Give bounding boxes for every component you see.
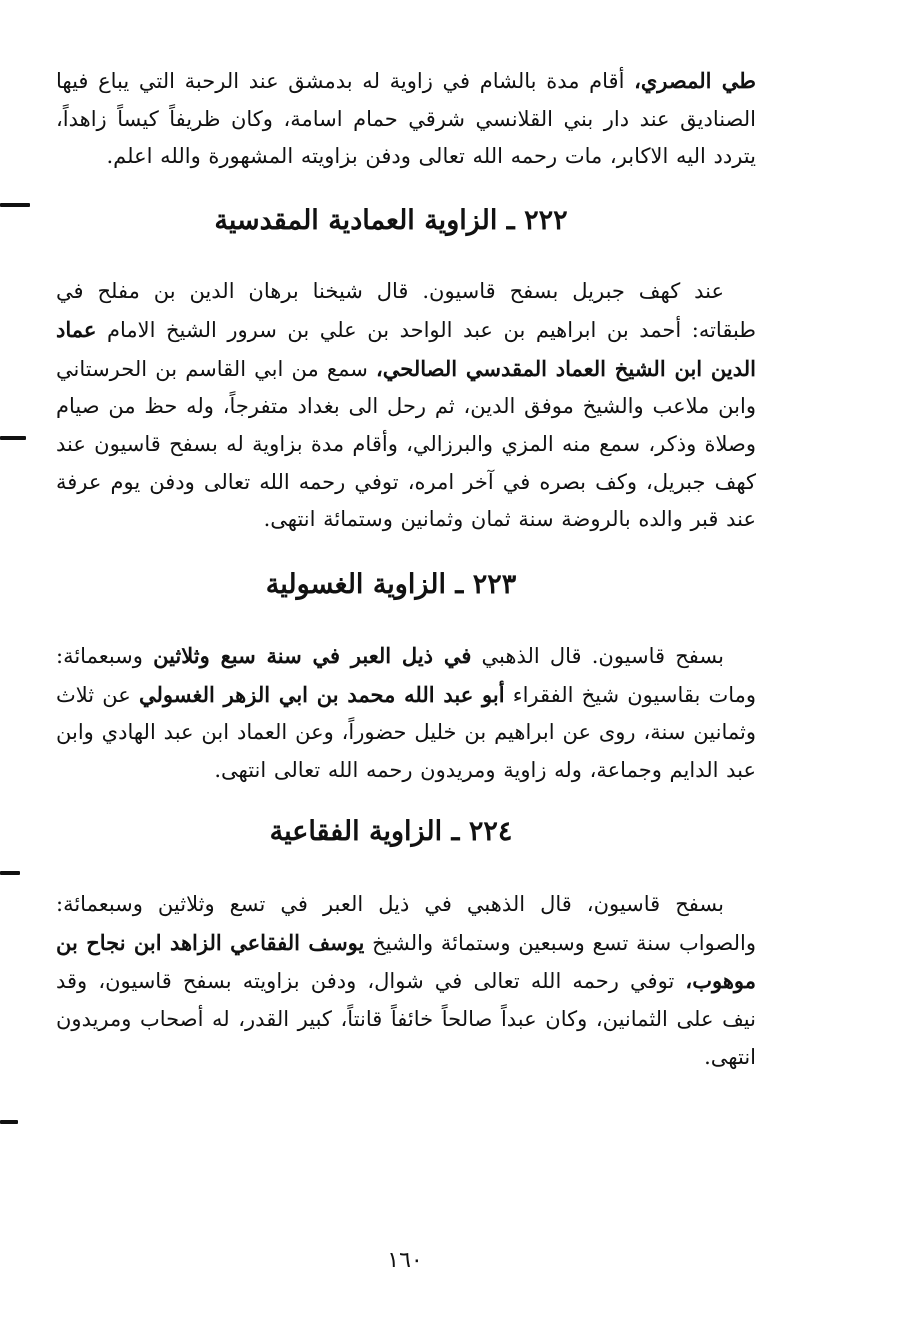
page-number: ١٦٠ (387, 1248, 423, 1273)
margin-mark (0, 436, 26, 440)
section-224-paragraph (56, 886, 756, 1077)
page-text (56, 62, 756, 1076)
paragraph-text: بسفح قاسيون. قال الذهبي (471, 644, 724, 669)
paragraph-text: عن ثلاث وثمانين سنة، روى عن ابراهيم بن خليل حضوراً، وعن العماد ابن عبد الهادي وابن عبد الدايم وجماعة، وله زاوية ومريدون رحمه الله تعالى انتهى. (56, 682, 756, 783)
paragraph-text: توفي رحمه الله تعالى في شوال، ودفن بزاويته بسفح قاسيون، وقد نيف على الثمانين، وكان عبداً صالحاً خائفاً قانتاً، كبير القدر، له أصحاب ومريدون انتهى. (56, 969, 756, 1069)
bold-name: يوسف الفقاعي الزاهد ابن نجاح بن موهوب، (56, 929, 756, 994)
section-heading-224: ٢٢٤ ـ الزاوية الفقاعية (269, 815, 513, 847)
bold-phrase: في ذيل العبر في سنة سبع وثلاثين (153, 643, 472, 669)
bold-name: أبو عبد الله محمد بن ابي الزهر الغسولي (138, 681, 505, 707)
paragraph-text: أقام مدة بالشام في زاوية له بدمشق عند الرحبة التي يباع فيها الصناديق عند دار بني القلانسي شرقي حمام اسامة، وكان ظريفاً كيساً زاهداً، يتردد اليه الاكابر، مات رحمه الله تعالى ودفن بزاويته المشهورة والله اعلم. (56, 69, 756, 169)
section-heading-222: ٢٢٢ ـ الزاوية العمادية المقدسية (214, 205, 568, 237)
section-223-paragraph (56, 637, 756, 790)
paragraph-text: بسفح قاسيون، قال الذهبي في ذيل العبر في تسع وثلاثين وسبعمائة: والصواب سنة تسع وسبعين وستمائة والشيخ (56, 891, 756, 955)
paragraph-text: سمع من ابي القاسم بن الحرستاني وابن ملاعب والشيخ موفق الدين، ثم رحل الى بغداد متفرجاً، وله حظ من صيام وصلاة وذكر، سمع منه المزي والبرزالي، وأقام مدة بزاوية له بسفح قاسيون عند كهف جبريل، وكف بصره في آخر امره، توفي رحمه الله تعالى ودفن يوم عرفة عند قبر والده بالروضة سنة ثمان وثمانين وستمائة انتهى. (56, 356, 756, 532)
margin-mark (0, 1120, 18, 1124)
section-221-continuation (56, 62, 756, 176)
margin-mark (0, 871, 20, 875)
paragraph-text: وسبعمائة: ومات بقاسيون شيخ الفقراء (56, 644, 757, 707)
margin-mark (0, 203, 30, 207)
bold-name: عماد الدين ابن الشيخ العماد المقدسي الصالحي، (56, 316, 757, 381)
section-heading-223: ٢٢٣ ـ الزاوية الغسولية (265, 569, 517, 601)
bold-name: طي المصري، (634, 68, 756, 93)
paragraph-text: عند كهف جبريل بسفح قاسيون. قال شيخنا برهان الدين بن مفلح في طبقاته: أحمد بن ابراهيم بن عبد الواحد بن علي بن سرور الشيخ الامام (56, 279, 756, 342)
section-222-paragraph (56, 273, 756, 539)
